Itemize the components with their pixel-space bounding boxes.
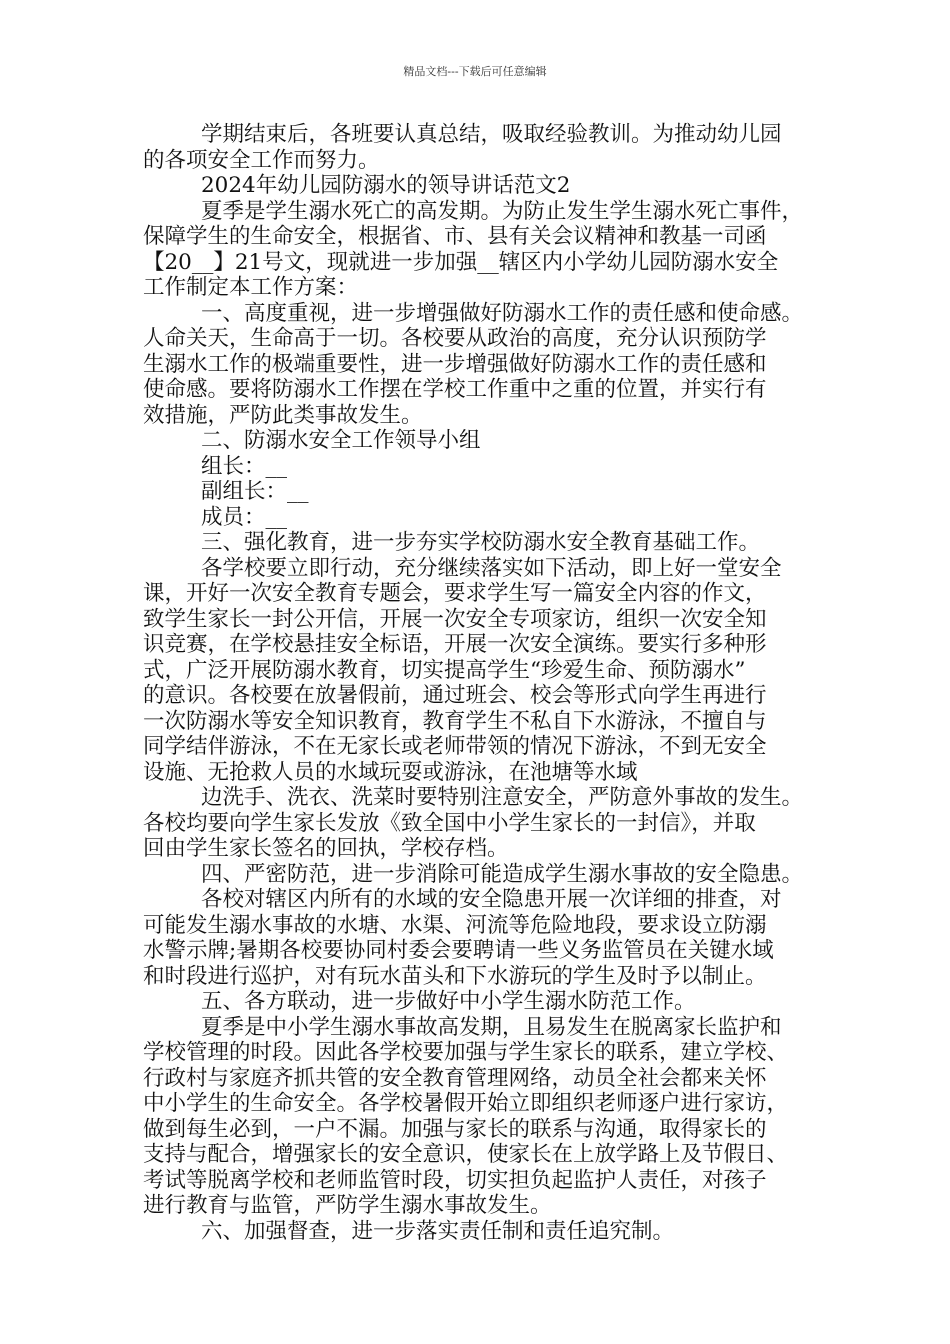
text-line: 同学结伴游泳，不在无家长或老师带领的情况下游泳，不到无安全 <box>143 734 767 759</box>
text-line: 做到每生必到，一户不漏。加强与家长的联系与沟通，取得家长的 <box>143 1116 767 1142</box>
text-line: 六、加强督查，进一步落实责任制和责任追究制。 <box>201 1218 675 1244</box>
text-line: 设施、无抢救人员的水域玩耍或游泳，在池塘等水域 <box>143 759 638 785</box>
text-line: 【20__】21号文，现就进一步加强__辖区内小学幼儿园防溺水安全 <box>143 249 779 275</box>
text-line: 中小学生的生命安全。各学校暑假开始立即组织老师逐户进行家访， <box>143 1091 789 1116</box>
text-line: 行政村与家庭齐抓共管的安全教育管理网络，动员全社会都来关怀 <box>143 1065 767 1091</box>
text-line: 学校管理的时段。因此各学校要加强与学生家长的联系，建立学校、 <box>143 1040 789 1065</box>
text-line: 2024年幼儿园防溺水的领导讲话范文2 <box>201 173 571 198</box>
text-line: 各校对辖区内所有的水域的安全隐患开展一次详细的排查，对 <box>201 887 782 912</box>
text-line: 支持与配合，增强家长的安全意识，使家长在上放学路上及节假日、 <box>143 1142 789 1167</box>
document-body <box>143 122 823 1244</box>
text-line: 各校均要向学生家长发放《致全国中小学生家长的一封信》，并取 <box>143 810 756 836</box>
text-line: 一次防溺水等安全知识教育，教育学生不私自下水游泳，不擅自与 <box>143 708 767 734</box>
text-line: 夏季是中小学生溺水事故高发期，且易发生在脱离家长监护和 <box>201 1014 782 1040</box>
text-line: 四、严密防范，进一步消除可能造成学生溺水事故的安全隐患。 <box>201 861 804 887</box>
text-line: 生溺水工作的极端重要性，进一步增强做好防溺水工作的责任感和 <box>143 351 767 377</box>
page-header: 精品文档---下载后可任意编辑 <box>403 65 547 78</box>
text-line: 课，开好一次安全教育专题会，要求学生写一篇安全内容的作文， <box>143 581 767 606</box>
text-line: 边洗手、洗衣、洗菜时要特别注意安全，严防意外事故的发生。 <box>201 785 804 810</box>
text-line: 学期结束后，各班要认真总结，吸取经验教训。为推动幼儿园 <box>201 122 782 147</box>
text-line: 人命关天，生命高于一切。各校要从政治的高度，充分认识预防学 <box>143 326 767 351</box>
text-line: 的意识。各校要在放暑假前，通过班会、校会等形式向学生再进行 <box>143 683 767 708</box>
text-line: 三、强化教育，进一步夯实学校防溺水安全教育基础工作。 <box>201 530 761 555</box>
text-line: 一、高度重视，进一步增强做好防溺水工作的责任感和使命感。 <box>201 300 804 326</box>
text-line: 和时段进行巡护，对有玩水苗头和下水游玩的学生及时予以制止。 <box>143 963 767 989</box>
text-line: 式，广泛开展防溺水教育，切实提高学生“珍爱生命、预防溺水” <box>143 657 746 683</box>
text-line: 副组长：__ <box>201 479 309 504</box>
text-line: 致学生家长一封公开信，开展一次安全专项家访，组织一次安全知 <box>143 606 767 632</box>
text-line: 二、防溺水安全工作领导小组 <box>201 428 481 453</box>
text-line: 工作制定本工作方案： <box>143 275 359 300</box>
text-line: 组长：__ <box>201 453 288 479</box>
text-line: 保障学生的生命安全，根据省、市、县有关会议精神和教基一司函 <box>143 224 767 249</box>
text-line: 识竞赛，在学校悬挂安全标语，开展一次安全演练。要实行多种形 <box>143 632 767 657</box>
text-line: 回由学生家长签名的回执，学校存档。 <box>143 836 509 861</box>
text-line: 效措施，严防此类事故发生。 <box>143 402 423 428</box>
text-line: 五、各方联动，进一步做好中小学生溺水防范工作。 <box>201 989 696 1014</box>
text-line: 的各项安全工作而努力。 <box>143 147 380 173</box>
text-line: 成员：__ <box>201 504 288 530</box>
text-line: 使命感。要将防溺水工作摆在学校工作重中之重的位置，并实行有 <box>143 377 767 402</box>
text-line: 各学校要立即行动，充分继续落实如下活动，即上好一堂安全 <box>201 555 782 581</box>
text-line: 水警示牌;暑期各校要协同村委会要聘请一些义务监管员在关键水域 <box>143 938 774 963</box>
text-line: 考试等脱离学校和老师监管时段，切实担负起监护人责任，对孩子 <box>143 1167 767 1193</box>
text-line: 进行教育与监管，严防学生溺水事故发生。 <box>143 1193 552 1218</box>
text-line: 夏季是学生溺水死亡的高发期。为防止发生学生溺水死亡事件， <box>201 198 804 224</box>
text-line: 可能发生溺水事故的水塘、水渠、河流等危险地段，要求设立防溺 <box>143 912 767 938</box>
